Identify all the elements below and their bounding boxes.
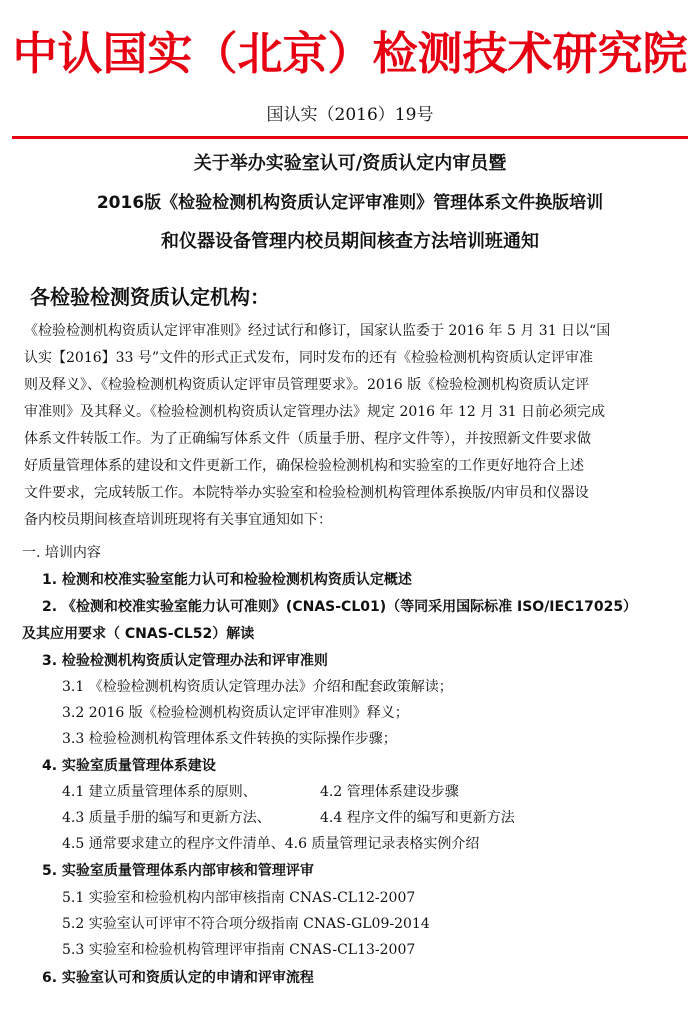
document-number: 国认实（2016）19号 xyxy=(266,105,434,125)
body-line: 审准则》及其释义。《检验检测机构资质认定管理办法》规定 2016 年 12 月 31 日前必须完成 xyxy=(24,404,605,420)
body-line: 则及释义》、《检验检测机构资质认定评审员管理要求》。2016 版《检验检测机构资质认定评 xyxy=(24,377,590,393)
salutation: 各检验检测资质认定机构： xyxy=(30,285,270,309)
training-item-5: 5. 实验室质量管理体系内部审核和管理评审 xyxy=(42,863,314,879)
notice-title-line-3: 和仪器设备管理内校员期间核查方法培训班通知 xyxy=(161,231,539,252)
training-item-1: 1. 检测和校准实验室能力认可和检验检测机构资质认定概述 xyxy=(42,572,412,588)
training-subitem: 4.4 程序文件的编写和更新方法 xyxy=(320,810,515,826)
body-line: 备内校员期间核查培训班现将有关事宜通知如下： xyxy=(24,512,332,528)
training-subitem: 3.2 2016 版《检验检测机构资质认定评审准则》释义； xyxy=(62,705,409,721)
training-item-3: 3. 检验检测机构资质认定管理办法和评审准则 xyxy=(42,653,328,669)
notice-title-line-2: 2016版《检验检测机构资质认定评审准则》管理体系文件换版培训 xyxy=(96,193,604,213)
body-line: 文件要求，完成转版工作。本院特举办实验室和检验检测机构管理体系换版/内审员和仪器设 xyxy=(24,485,589,501)
training-subitem: 4.3 质量手册的编写和更新方法、 xyxy=(62,810,271,826)
section-heading: 一. 培训内容 xyxy=(22,545,101,561)
training-subitem: 3.1 《检验检测机构资质认定管理办法》介绍和配套政策解读； xyxy=(62,679,453,695)
training-subitem: 3.3 检验检测机构管理体系文件转换的实际操作步骤； xyxy=(62,731,397,747)
organization-letterhead: 中认国实（北京）检测技术研究院 xyxy=(12,27,688,80)
body-line: 好质量管理体系的建设和文件更新工作，确保检验检测机构和实验室的工作更好地符合上述 xyxy=(24,458,584,474)
training-subitem: 4.5 通常要求建立的程序文件清单、4.6 质量管理记录表格实例介绍 xyxy=(62,836,480,852)
training-item-6: 6. 实验室认可和资质认定的申请和评审流程 xyxy=(42,970,314,986)
training-subitem: 5.2 实验室认可评审不符合项分级指南 CNAS-GL09-2014 xyxy=(62,916,430,932)
body-line: 《检验检测机构资质认定评审准则》经过试行和修订，国家认监委于 2016 年 5 月 31 日以“国 xyxy=(24,323,611,339)
training-subitem: 4.1 建立质量管理体系的原则、 xyxy=(62,784,257,800)
training-subitem: 5.3 实验室和检验机构管理评审指南 CNAS-CL13-2007 xyxy=(62,942,416,958)
training-item-2: 2. 《检测和校准实验室能力认可准则》(CNAS-CL01)（等同采用国际标准 ISO/IEC17025） xyxy=(42,599,638,615)
notice-title-line-1: 关于举办实验室认可/资质认定内审员暨 xyxy=(193,153,507,174)
body-line: 体系文件转版工作。为了正确编写体系文件（质量手册、程序文件等），并按照新文件要求做 xyxy=(24,431,591,447)
training-subitem: 4.2 管理体系建设步骤 xyxy=(320,784,459,800)
body-line: 认实【2016】33 号”文件的形式正式发布，同时发布的还有《检验检测机构资质认定评审准 xyxy=(24,350,594,366)
training-subitem: 5.1 实验室和检验机构内部审核指南 CNAS-CL12-2007 xyxy=(62,890,416,906)
training-item-2-continued: 及其应用要求（ CNAS-CL52）解读 xyxy=(22,626,255,642)
letterhead-red-rule xyxy=(12,136,688,139)
training-item-4: 4. 实验室质量管理体系建设 xyxy=(42,758,216,774)
